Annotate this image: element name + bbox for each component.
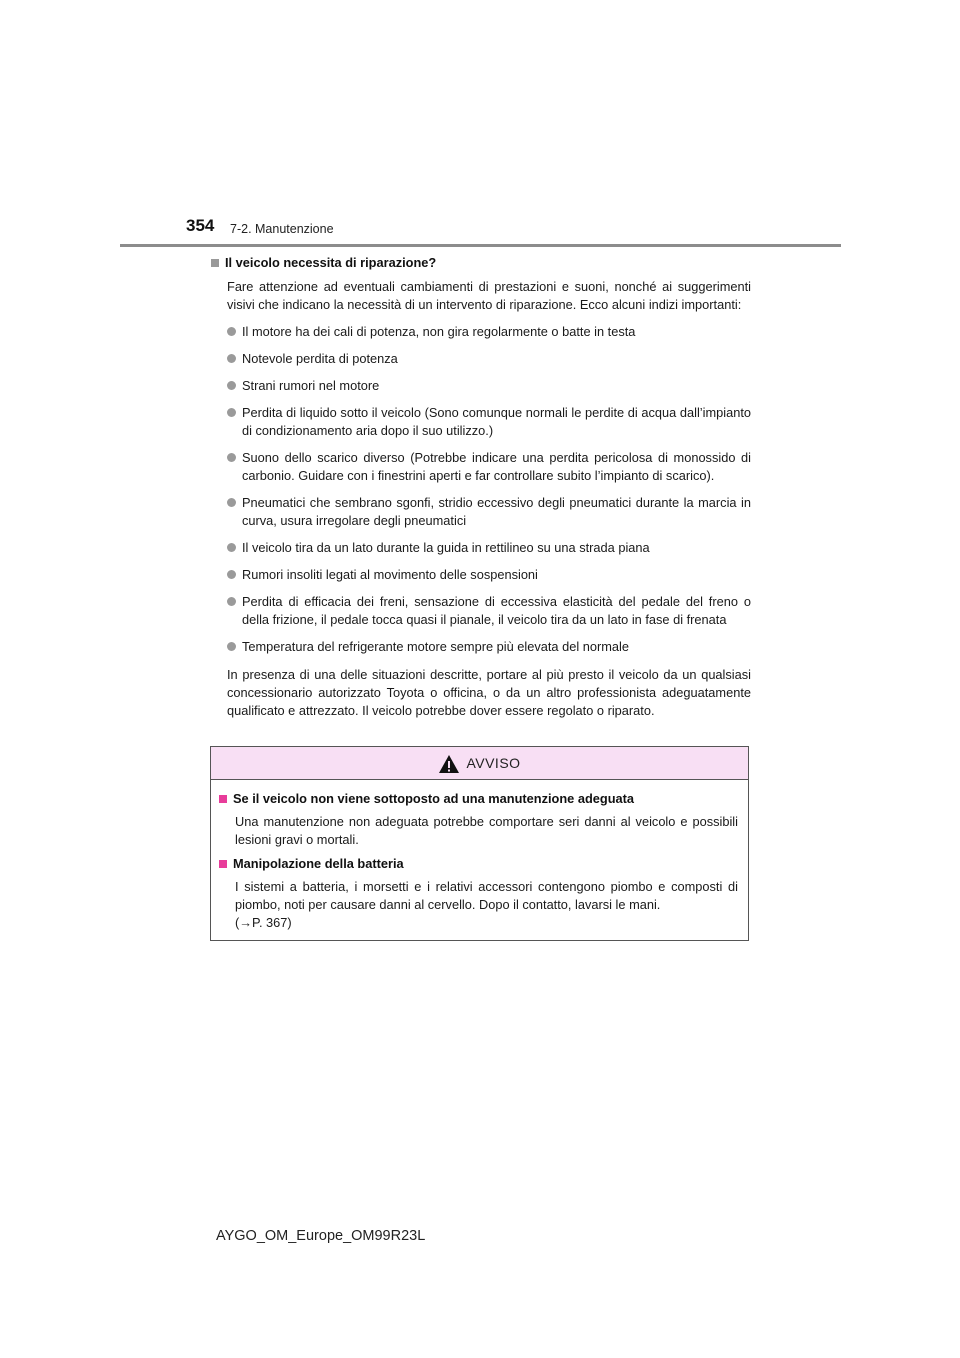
list-item [227,323,751,341]
warning-section-text: Una manutenzione non adeguata potrebbe comportare seri danni al veicolo e possibili lesioni gravi o mortali. [235,814,738,847]
list-item-text: Il veicolo tira da un lato durante la guida in rettilineo su una strada piana [242,540,650,555]
warning-section-heading-text: Se il veicolo non viene sottoposto ad una manutenzione adeguata [233,791,635,806]
warning-section-heading [219,855,738,873]
list-item [227,494,751,530]
page-reference-link[interactable]: (→P. 367) [235,915,292,930]
bullet-dot-icon [227,408,236,417]
list-item-text: Temperatura del refrigerante motore sempre più elevata del normale [242,639,629,654]
list-item [227,539,751,557]
bullet-dot-icon [227,453,236,462]
bullet-list [211,323,751,656]
list-item-text: Strani rumori nel motore [242,378,380,393]
list-item [227,377,751,395]
list-item-text: Rumori insoliti legati al movimento delle sospensioni [242,567,538,582]
bullet-dot-icon [227,570,236,579]
conclusion-paragraph: In presenza di una delle situazioni descritte, portare al più presto il veicolo da un qualsiasi concessionario autorizzato Toyota o officina, o da un altro professionista adeguatamente qualificato e attrezzato. Il veicolo potrebbe dover essere regolato o riparato. [227,667,751,718]
warning-section-heading-text: Manipolazione della batteria [233,856,404,871]
list-item [227,593,751,629]
warning-title: AVVISO [466,755,521,771]
section-header: 7-2. Manutenzione [230,222,334,236]
bullet-dot-icon [227,642,236,651]
warning-box [210,746,749,941]
intro-paragraph: Fare attenzione ad eventuali cambiamenti di prestazioni e suoni, nonché ai suggerimenti visivi che indicano la necessità di un intervento di riparazione. Ecco alcuni indizi importanti: [227,279,751,312]
main-content [211,254,751,720]
warning-triangle-icon [438,754,460,774]
list-item-text: Pneumatici che sembrano sgonfi, stridio eccessivo degli pneumatici durante la marcia in curva, usura irregolare degli pneumatici [242,495,751,528]
list-item [227,404,751,440]
bullet-dot-icon [227,543,236,552]
bullet-dot-icon [227,327,236,336]
section-heading [211,254,751,272]
bullet-dot-icon [227,354,236,363]
square-marker-icon [219,795,227,803]
list-item-text: Perdita di liquido sotto il veicolo (Sono comunque normali le perdite di acqua dall’impianto di condizionamento aria dopo il suo utilizzo.) [242,405,751,438]
warning-body [211,780,748,932]
list-item-text: Perdita di efficacia dei freni, sensazione di eccessiva elasticità del pedale del freno o della frizione, il pedale tocca quasi il pianale, il veicolo tira da un lato in fase di frenata [242,594,751,627]
warning-header [211,747,748,780]
list-item-text: Il motore ha dei cali di potenza, non gira regolarmente o batte in testa [242,324,636,339]
bullet-dot-icon [227,498,236,507]
list-item [227,638,751,656]
list-item [227,350,751,368]
list-item-text: Suono dello scarico diverso (Potrebbe indicare una perdita pericolosa di monossido di carbonio. Guidare con i finestrini aperti e far controllare subito l’impianto di scarico). [242,450,751,483]
section-heading-text: Il veicolo necessita di riparazione? [225,255,437,270]
list-item-text: Notevole perdita di potenza [242,351,398,366]
document-code: AYGO_OM_Europe_OM99R23L [216,1228,426,1244]
bullet-dot-icon [227,381,236,390]
list-item [227,566,751,584]
warning-section-heading [219,790,738,808]
page-number: 354 [186,216,215,235]
square-marker-icon [211,259,219,267]
square-marker-icon [219,860,227,868]
warning-section-text: I sistemi a batteria, i morsetti e i relativi accessori contengono piombo e composti di piombo, noti per causare danni al cervello. Dopo il contatto, lavarsi le mani. [235,879,738,912]
list-item [227,449,751,485]
header-rule [120,244,841,247]
bullet-dot-icon [227,597,236,606]
